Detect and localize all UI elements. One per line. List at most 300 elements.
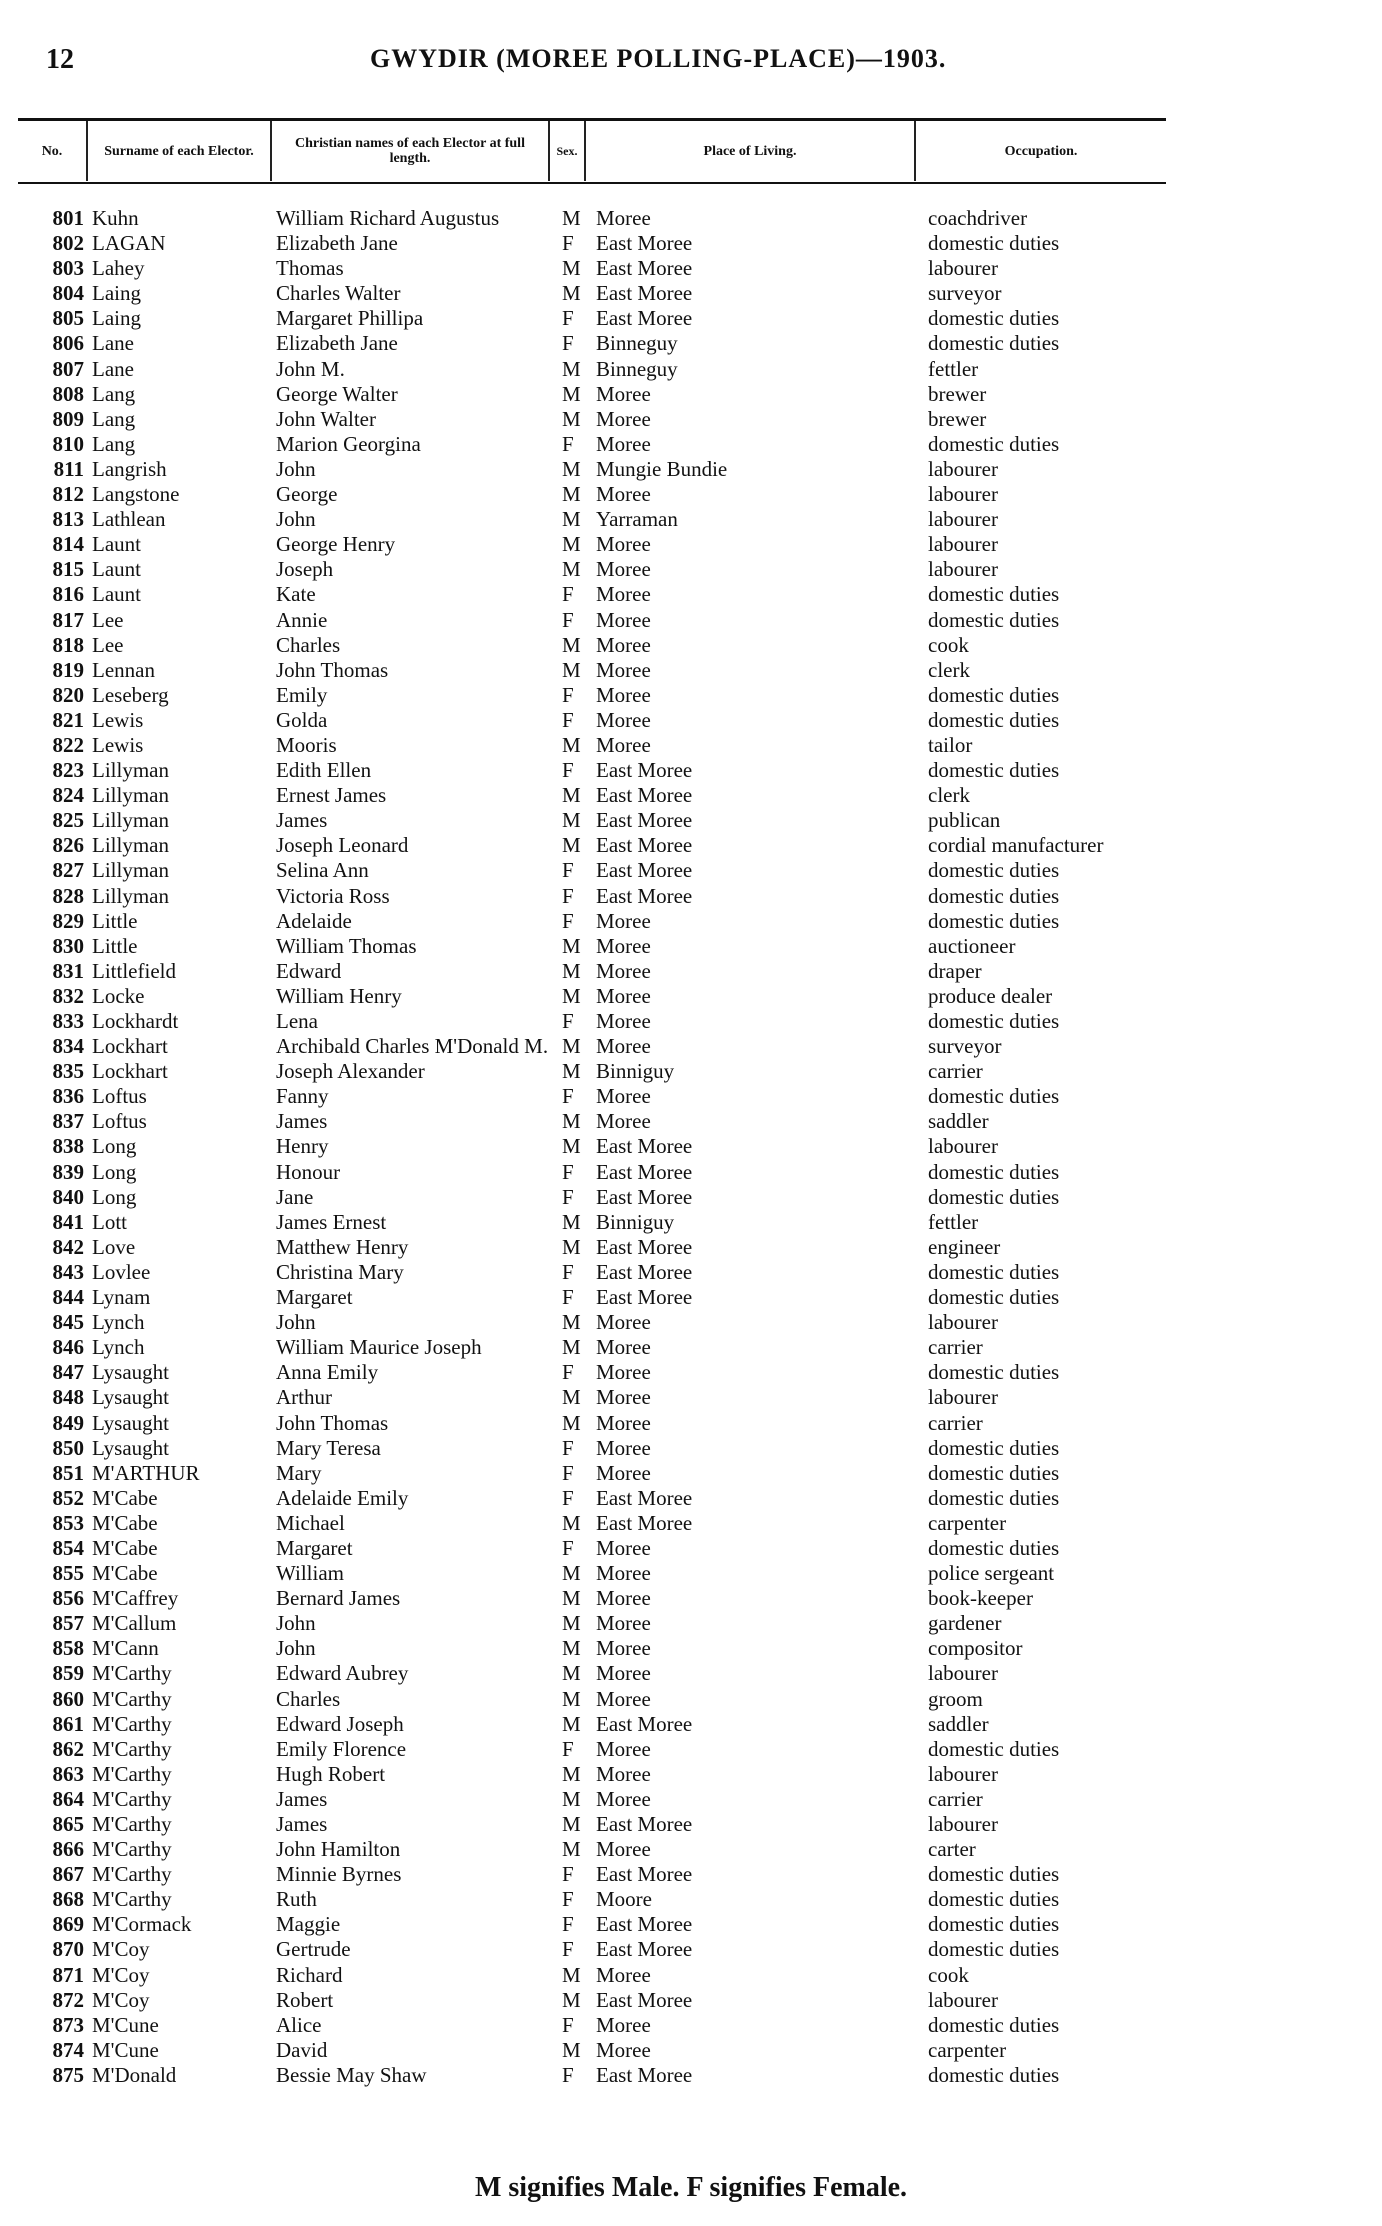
occupation: labourer bbox=[928, 557, 998, 582]
surname: M'Carthy bbox=[92, 1862, 172, 1887]
sex: M bbox=[562, 1586, 581, 1611]
place-of-living: East Moree bbox=[596, 1159, 693, 1184]
place-of-living: Moree bbox=[596, 707, 651, 732]
place-of-living: Moree bbox=[596, 1686, 651, 1711]
elector-number: 820 bbox=[52, 682, 84, 707]
elector-number: 853 bbox=[52, 1510, 84, 1535]
elector-number: 814 bbox=[52, 532, 84, 557]
christian-names: John bbox=[276, 1636, 316, 1661]
sex: F bbox=[562, 306, 574, 331]
place-of-living: Moree bbox=[596, 1460, 651, 1485]
table-row bbox=[0, 1411, 1382, 1436]
elector-number: 849 bbox=[52, 1410, 84, 1435]
christian-names: John Thomas bbox=[276, 657, 389, 682]
sex: M bbox=[562, 256, 581, 281]
christian-names: James bbox=[276, 808, 328, 833]
sex: M bbox=[562, 1234, 581, 1259]
table-row bbox=[0, 1360, 1382, 1385]
place-of-living: East Moree bbox=[596, 833, 693, 858]
table-row bbox=[0, 1837, 1382, 1862]
surname: Lathlean bbox=[92, 507, 166, 532]
table-row bbox=[0, 231, 1382, 256]
christian-names: William bbox=[276, 1561, 344, 1586]
christian-names: Michael bbox=[276, 1510, 345, 1535]
elector-number: 866 bbox=[52, 1837, 84, 1862]
surname: Lang bbox=[92, 406, 136, 431]
occupation: domestic duties bbox=[928, 1485, 1060, 1510]
sex: M bbox=[562, 1761, 581, 1786]
surname: Lockhart bbox=[92, 1059, 168, 1084]
surname: M'Donald bbox=[92, 2062, 177, 2087]
sex: M bbox=[562, 1837, 581, 1862]
surname: Lillyman bbox=[92, 808, 169, 833]
christian-names: William Henry bbox=[276, 983, 402, 1008]
sex: M bbox=[562, 1786, 581, 1811]
table-row bbox=[0, 331, 1382, 356]
table-row bbox=[0, 1084, 1382, 1109]
place-of-living: Mungie Bundie bbox=[596, 456, 728, 481]
christian-names: James bbox=[276, 1109, 328, 1134]
christian-names: Edward bbox=[276, 958, 342, 983]
place-of-living: Moree bbox=[596, 1611, 651, 1636]
place-of-living: East Moree bbox=[596, 1711, 693, 1736]
sex: F bbox=[562, 682, 574, 707]
surname: Littlefield bbox=[92, 958, 176, 983]
surname: Langrish bbox=[92, 456, 167, 481]
christian-names: James bbox=[276, 1786, 328, 1811]
surname: Lovlee bbox=[92, 1259, 151, 1284]
christian-names: George bbox=[276, 482, 338, 507]
occupation: brewer bbox=[928, 381, 987, 406]
occupation: domestic duties bbox=[928, 431, 1060, 456]
occupation: domestic duties bbox=[928, 306, 1060, 331]
elector-number: 857 bbox=[52, 1611, 84, 1636]
elector-number: 841 bbox=[52, 1209, 84, 1234]
table-row bbox=[0, 457, 1382, 482]
table-row bbox=[0, 1160, 1382, 1185]
elector-number: 868 bbox=[52, 1887, 84, 1912]
elector-number: 815 bbox=[52, 557, 84, 582]
elector-number: 823 bbox=[52, 758, 84, 783]
table-row bbox=[0, 2063, 1382, 2088]
surname: Langstone bbox=[92, 482, 180, 507]
place-of-living: East Moree bbox=[596, 1134, 693, 1159]
surname: M'Carthy bbox=[92, 1812, 172, 1836]
christian-names: Lena bbox=[276, 1009, 318, 1033]
sex: F bbox=[562, 1736, 574, 1761]
sex: M bbox=[562, 2037, 581, 2062]
elector-number: 809 bbox=[52, 406, 84, 431]
christian-names: John bbox=[276, 1611, 316, 1636]
sex: M bbox=[562, 657, 581, 682]
sex: M bbox=[562, 808, 581, 833]
occupation: book-keeper bbox=[928, 1586, 1033, 1611]
elector-number: 811 bbox=[53, 456, 84, 481]
elector-number: 801 bbox=[52, 206, 84, 230]
table-row bbox=[0, 733, 1382, 758]
elector-number: 808 bbox=[52, 381, 84, 406]
surname: M'Coy bbox=[92, 1987, 150, 2012]
christian-names: Marion Georgina bbox=[276, 431, 421, 456]
surname: Lysaught bbox=[92, 1435, 169, 1460]
sex: M bbox=[562, 1561, 581, 1586]
sex: F bbox=[562, 1009, 574, 1033]
occupation: domestic duties bbox=[928, 1084, 1060, 1109]
surname: Lynch bbox=[92, 1335, 145, 1360]
sex: M bbox=[562, 406, 581, 431]
sex: F bbox=[562, 2012, 574, 2037]
occupation: groom bbox=[928, 1686, 983, 1711]
christian-names: Adelaide Emily bbox=[276, 1485, 409, 1510]
occupation: labourer bbox=[928, 1987, 998, 2012]
surname: Lane bbox=[92, 331, 134, 356]
place-of-living: East Moree bbox=[596, 1285, 693, 1310]
table-row bbox=[0, 1034, 1382, 1059]
sex: F bbox=[562, 1084, 574, 1109]
christian-names: Henry bbox=[276, 1134, 329, 1159]
place-of-living: East Moree bbox=[596, 306, 693, 331]
elector-number: 845 bbox=[52, 1310, 84, 1335]
table-row bbox=[0, 1737, 1382, 1762]
christian-names: Fanny bbox=[276, 1084, 329, 1109]
place-of-living: East Moree bbox=[596, 1937, 693, 1962]
sex: F bbox=[562, 231, 574, 256]
surname: Long bbox=[92, 1159, 137, 1184]
sex: F bbox=[562, 1485, 574, 1510]
elector-number: 865 bbox=[52, 1812, 84, 1836]
table-row bbox=[0, 432, 1382, 457]
surname: Lott bbox=[92, 1209, 127, 1234]
table-header-rule bbox=[18, 182, 1166, 184]
place-of-living: East Moree bbox=[596, 231, 693, 256]
table-row bbox=[0, 1385, 1382, 1410]
elector-number: 836 bbox=[52, 1084, 84, 1109]
elector-number: 804 bbox=[52, 281, 84, 306]
christian-names: Archibald Charles M'Donald M. bbox=[276, 1034, 549, 1059]
surname: Kuhn bbox=[92, 206, 139, 230]
sex: F bbox=[562, 1912, 574, 1937]
table-row bbox=[0, 482, 1382, 507]
surname: M'Cabe bbox=[92, 1561, 158, 1586]
sex: F bbox=[562, 858, 574, 883]
christian-names: Edward Joseph bbox=[276, 1711, 404, 1736]
sex: F bbox=[562, 758, 574, 783]
elector-number: 831 bbox=[52, 958, 84, 983]
elector-number: 825 bbox=[52, 808, 84, 833]
place-of-living: Moree bbox=[596, 682, 651, 707]
elector-number: 827 bbox=[52, 858, 84, 883]
elector-number: 862 bbox=[52, 1736, 84, 1761]
table-row bbox=[0, 1185, 1382, 1210]
elector-number: 861 bbox=[52, 1711, 84, 1736]
place-of-living: East Moree bbox=[596, 883, 693, 908]
elector-number: 817 bbox=[52, 607, 84, 632]
christian-names: Bessie May Shaw bbox=[276, 2062, 427, 2087]
surname: Lynch bbox=[92, 1310, 145, 1335]
surname: M'Coy bbox=[92, 1962, 150, 1987]
elector-number: 834 bbox=[52, 1034, 84, 1059]
place-of-living: Moree bbox=[596, 732, 651, 757]
sex: M bbox=[562, 983, 581, 1008]
surname: M'Carthy bbox=[92, 1887, 172, 1912]
table-row bbox=[0, 1335, 1382, 1360]
elector-number: 822 bbox=[52, 732, 84, 757]
place-of-living: Moree bbox=[596, 1661, 651, 1686]
occupation: fettler bbox=[928, 1209, 979, 1234]
table-row bbox=[0, 1636, 1382, 1661]
place-of-living: Moree bbox=[596, 1335, 651, 1360]
table-row bbox=[0, 783, 1382, 808]
surname: Long bbox=[92, 1134, 137, 1159]
sex: F bbox=[562, 1937, 574, 1962]
elector-number: 859 bbox=[52, 1661, 84, 1686]
table-row bbox=[0, 1963, 1382, 1988]
table-row bbox=[0, 1436, 1382, 1461]
table-row bbox=[0, 357, 1382, 382]
sex: M bbox=[562, 1410, 581, 1435]
christian-names: Minnie Byrnes bbox=[276, 1862, 402, 1887]
surname: M'Carthy bbox=[92, 1711, 172, 1736]
elector-number: 812 bbox=[52, 482, 84, 507]
occupation: draper bbox=[928, 958, 982, 983]
sex: F bbox=[562, 1460, 574, 1485]
table-row bbox=[0, 1461, 1382, 1486]
sex: F bbox=[562, 1862, 574, 1887]
occupation: surveyor bbox=[928, 281, 1002, 306]
elector-number: 864 bbox=[52, 1786, 84, 1811]
christian-names: Joseph Alexander bbox=[276, 1059, 425, 1084]
place-of-living: Moree bbox=[596, 1535, 651, 1560]
place-of-living: Moree bbox=[596, 933, 651, 958]
table-row bbox=[0, 1687, 1382, 1712]
page-number: 12 bbox=[46, 44, 74, 75]
occupation: carpenter bbox=[928, 1510, 1007, 1535]
place-of-living: Moree bbox=[596, 1837, 651, 1862]
occupation: cook bbox=[928, 632, 969, 657]
christian-names: Richard bbox=[276, 1962, 343, 1987]
occupation: tailor bbox=[928, 732, 973, 757]
occupation: coachdriver bbox=[928, 206, 1028, 230]
place-of-living: Moree bbox=[596, 1360, 651, 1385]
surname: Little bbox=[92, 933, 138, 958]
place-of-living: Binniguy bbox=[596, 1209, 675, 1234]
occupation: compositor bbox=[928, 1636, 1023, 1661]
surname: Loftus bbox=[92, 1109, 147, 1134]
table-row bbox=[0, 557, 1382, 582]
place-of-living: Moree bbox=[596, 632, 651, 657]
occupation: domestic duties bbox=[928, 1184, 1060, 1209]
christian-names: Edward Aubrey bbox=[276, 1661, 409, 1686]
sex: M bbox=[562, 507, 581, 532]
elector-number: 807 bbox=[52, 356, 84, 381]
column-header-sex: Sex. bbox=[550, 121, 586, 181]
place-of-living: Moree bbox=[596, 1586, 651, 1611]
sex: M bbox=[562, 281, 581, 306]
table-row bbox=[0, 683, 1382, 708]
table-row bbox=[0, 884, 1382, 909]
surname: Lysaught bbox=[92, 1360, 169, 1385]
christian-names: Elizabeth Jane bbox=[276, 231, 398, 256]
surname: Lang bbox=[92, 431, 136, 456]
occupation: produce dealer bbox=[928, 983, 1053, 1008]
table-row bbox=[0, 306, 1382, 331]
place-of-living: Moree bbox=[596, 1034, 651, 1059]
table-row bbox=[0, 1235, 1382, 1260]
occupation: domestic duties bbox=[928, 1259, 1060, 1284]
surname: Lockhart bbox=[92, 1034, 168, 1059]
occupation: domestic duties bbox=[928, 1285, 1060, 1310]
place-of-living: East Moree bbox=[596, 2062, 693, 2087]
christian-names: Charles bbox=[276, 1686, 341, 1711]
place-of-living: Moree bbox=[596, 1410, 651, 1435]
table-row bbox=[0, 1210, 1382, 1235]
sex: M bbox=[562, 1134, 581, 1159]
surname: Lee bbox=[92, 607, 124, 632]
occupation: domestic duties bbox=[928, 1535, 1060, 1560]
place-of-living: Moree bbox=[596, 482, 651, 507]
table-row bbox=[0, 1486, 1382, 1511]
place-of-living: Moree bbox=[596, 1962, 651, 1987]
place-of-living: East Moree bbox=[596, 1510, 693, 1535]
table-row bbox=[0, 1310, 1382, 1335]
elector-number: 848 bbox=[52, 1385, 84, 1410]
surname: Lillyman bbox=[92, 883, 169, 908]
surname: LAGAN bbox=[92, 231, 166, 256]
elector-number: 842 bbox=[52, 1234, 84, 1259]
place-of-living: East Moree bbox=[596, 1485, 693, 1510]
place-of-living: Moree bbox=[596, 983, 651, 1008]
column-header-christian-names: Christian names of each Elector at full length. bbox=[272, 121, 550, 181]
christian-names: James Ernest bbox=[276, 1209, 387, 1234]
table-row bbox=[0, 858, 1382, 883]
sex: M bbox=[562, 1209, 581, 1234]
sex: M bbox=[562, 1962, 581, 1987]
elector-number: 821 bbox=[52, 707, 84, 732]
surname: Lee bbox=[92, 632, 124, 657]
place-of-living: East Moree bbox=[596, 808, 693, 833]
christian-names: John Hamilton bbox=[276, 1837, 401, 1862]
christian-names: Honour bbox=[276, 1159, 341, 1184]
surname: M'Carthy bbox=[92, 1786, 172, 1811]
table-row bbox=[0, 1511, 1382, 1536]
christian-names: Gertrude bbox=[276, 1937, 351, 1962]
christian-names: John Thomas bbox=[276, 1410, 389, 1435]
sex: M bbox=[562, 206, 581, 230]
surname: Laing bbox=[92, 306, 141, 331]
occupation: domestic duties bbox=[928, 1887, 1060, 1912]
christian-names: Adelaide bbox=[276, 908, 352, 933]
occupation: saddler bbox=[928, 1109, 989, 1134]
sex: F bbox=[562, 2062, 574, 2087]
surname: M'Cann bbox=[92, 1636, 159, 1661]
occupation: clerk bbox=[928, 783, 970, 808]
christian-names: Charles bbox=[276, 632, 341, 657]
sex: M bbox=[562, 482, 581, 507]
sex: F bbox=[562, 607, 574, 632]
table-row bbox=[0, 1611, 1382, 1636]
occupation: labourer bbox=[928, 1310, 998, 1335]
sex: F bbox=[562, 1887, 574, 1912]
place-of-living: Moree bbox=[596, 2037, 651, 2062]
table-row bbox=[0, 1988, 1382, 2013]
table-row bbox=[0, 1285, 1382, 1310]
table-row bbox=[0, 608, 1382, 633]
place-of-living: Moree bbox=[596, 557, 651, 582]
table-row bbox=[0, 532, 1382, 557]
surname: Lennan bbox=[92, 657, 155, 682]
elector-number: 828 bbox=[52, 883, 84, 908]
surname: Lysaught bbox=[92, 1385, 169, 1410]
sex: F bbox=[562, 582, 574, 607]
elector-number: 839 bbox=[52, 1159, 84, 1184]
table-row bbox=[0, 833, 1382, 858]
surname: Love bbox=[92, 1234, 136, 1259]
occupation: domestic duties bbox=[928, 1862, 1060, 1887]
table-row bbox=[0, 1586, 1382, 1611]
elector-number: 858 bbox=[52, 1636, 84, 1661]
christian-names: Hugh Robert bbox=[276, 1761, 386, 1786]
christian-names: James bbox=[276, 1812, 328, 1836]
sex: M bbox=[562, 1812, 581, 1836]
christian-names: Matthew Henry bbox=[276, 1234, 409, 1259]
occupation: cordial manufacturer bbox=[928, 833, 1104, 858]
sex: F bbox=[562, 1285, 574, 1310]
elector-number: 854 bbox=[52, 1535, 84, 1560]
christian-names: Joseph Leonard bbox=[276, 833, 409, 858]
elector-number: 863 bbox=[52, 1761, 84, 1786]
surname: M'ARTHUR bbox=[92, 1460, 200, 1485]
surname: Launt bbox=[92, 557, 141, 582]
christian-names: Emily Florence bbox=[276, 1736, 407, 1761]
surname: M'Cabe bbox=[92, 1485, 158, 1510]
table-row bbox=[0, 984, 1382, 1009]
table-row bbox=[0, 507, 1382, 532]
elector-number: 833 bbox=[52, 1009, 84, 1033]
surname: M'Coy bbox=[92, 1937, 150, 1962]
place-of-living: Binniguy bbox=[596, 1059, 675, 1084]
christian-names: Robert bbox=[276, 1987, 334, 2012]
place-of-living: East Moree bbox=[596, 256, 693, 281]
occupation: domestic duties bbox=[928, 758, 1060, 783]
surname: Lang bbox=[92, 381, 136, 406]
table-row bbox=[0, 708, 1382, 733]
sex: M bbox=[562, 1711, 581, 1736]
table-row bbox=[0, 1134, 1382, 1159]
occupation: brewer bbox=[928, 406, 987, 431]
elector-number: 818 bbox=[52, 632, 84, 657]
table-row bbox=[0, 1109, 1382, 1134]
table-row bbox=[0, 1787, 1382, 1812]
occupation: labourer bbox=[928, 532, 998, 557]
table-row bbox=[0, 1712, 1382, 1737]
table-row bbox=[0, 582, 1382, 607]
sex: M bbox=[562, 456, 581, 481]
table-row bbox=[0, 407, 1382, 432]
table-row bbox=[0, 382, 1382, 407]
christian-names: Alice bbox=[276, 2012, 322, 2037]
surname: Long bbox=[92, 1184, 137, 1209]
occupation: auctioneer bbox=[928, 933, 1016, 958]
surname: Launt bbox=[92, 582, 141, 607]
place-of-living: Moree bbox=[596, 908, 651, 933]
elector-number: 805 bbox=[52, 306, 84, 331]
surname: M'Cabe bbox=[92, 1535, 158, 1560]
occupation: labourer bbox=[928, 482, 998, 507]
surname: Laing bbox=[92, 281, 141, 306]
occupation: labourer bbox=[928, 1134, 998, 1159]
surname: M'Carthy bbox=[92, 1837, 172, 1862]
place-of-living: Moree bbox=[596, 1310, 651, 1335]
